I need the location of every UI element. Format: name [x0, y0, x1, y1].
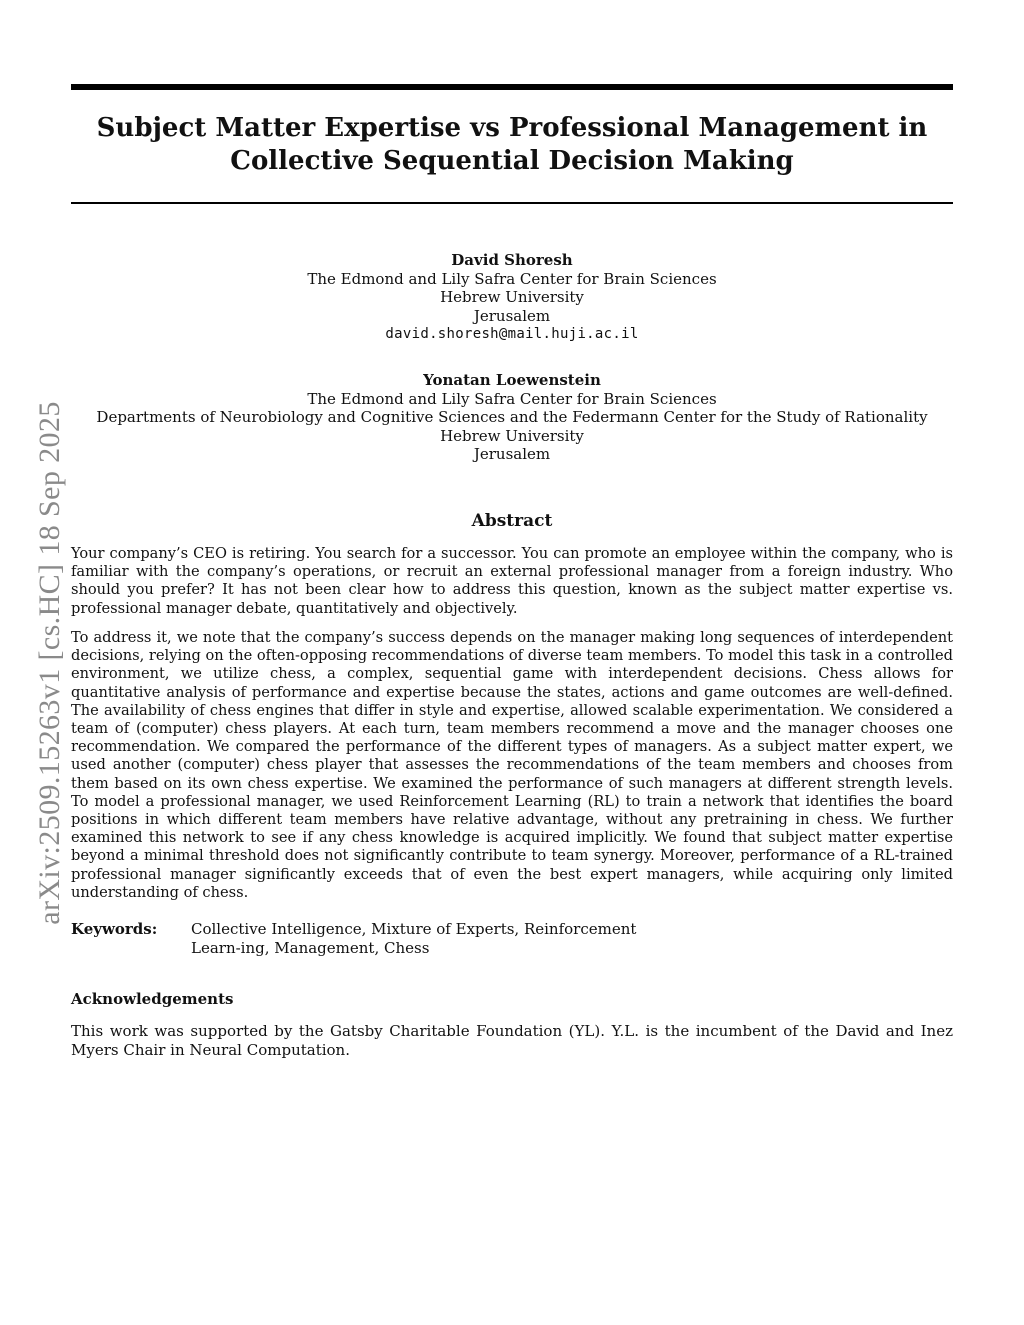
author-affiliation: Departments of Neurobiology and Cognitive Sciences and the Federmann Center for the Study of Rationality [96, 408, 928, 426]
author-affiliation: Hebrew University [440, 426, 584, 445]
author-email[interactable]: david.shoresh@mail.huji.ac.il [385, 326, 639, 342]
author-block-2 [71, 371, 953, 464]
paper-title [71, 112, 953, 178]
title-line-2: Collective Sequential Decision Making [230, 146, 794, 176]
author-affiliation: Hebrew University [440, 288, 584, 306]
author-affiliation: The Edmond and Lily Safra Center for Brain Sciences [307, 269, 717, 288]
keywords-text: Collective Intelligence, Mixture of Experts, Reinforcement Learn-ing, Management, Chess [191, 920, 637, 957]
acknowledgements-heading: Acknowledgements [71, 990, 234, 1008]
author-name: David Shoresh [451, 251, 573, 269]
arxiv-identifier[interactable]: arXiv:2509.15263v1 [cs.HC] 18 Sep 2025 [33, 401, 66, 925]
author-name: Yonatan Loewenstein [423, 371, 601, 389]
author-block-1 [71, 251, 953, 344]
acknowledgements-text: This work was supported by the Gatsby Charitable Foundation (YL). Y.L. is the incumbent of the David and Inez Myers Chair in Neural Computation. [71, 1022, 953, 1059]
keywords-label: Keywords: [71, 920, 158, 938]
abstract-heading: Abstract [471, 511, 553, 531]
abstract-paragraph: To address it, we note that the company’s success depends on the manager making long sequences of interdependent decisions, relying on the often-opposing recommendations of diverse team members. To model this task in a controlled environment, we utilize chess, a complex, sequential game with interdependent decisions. Chess allows for quantitative analysis of performance and expertise because the states, actions and game outcomes are well-defined. The availability of chess engines that differ in style and expertise, allowed scalable experimentation. We considered a team of (computer) chess players. At each turn, team members recommend a move and the manager chooses one recommendation. We compared the performance of the different types of managers. As a subject matter expert, we used another (computer) chess player that assesses the recommendations of the team members and chooses from them based on its own chess expertise. We examined the performance of such managers at different strength levels. To model a professional manager, we used Reinforcement Learning (RL) to train a network that identifies the board positions in which different team members have relative advantage, without any pretraining in chess. We further examined this network to see if any chess knowledge is acquired implicitly. We found that subject matter expertise beyond a minimal threshold does not significantly contribute to team synergy. Moreover, performance of a RL-trained professional manager significantly exceeds that of even the best expert managers, while acquiring only limited understanding of chess. [71, 629, 953, 901]
title-rule [71, 202, 953, 204]
author-affiliation: The Edmond and Lily Safra Center for Brain Sciences [307, 389, 717, 408]
abstract-paragraph: Your company’s CEO is retiring. You search for a successor. You can promote an employee within the company, who is familiar with the company’s operations, or recruit an external professional manager from a foreign industry. Who should you prefer? It has not been clear how to address this question, known as the subject matter expertise vs. professional manager debate, quantitatively and objectively. [71, 545, 953, 617]
title-line-1: Subject Matter Expertise vs Professional Management in [96, 113, 928, 143]
author-affiliation: Jerusalem [473, 306, 551, 325]
top-rule [71, 84, 953, 90]
author-affiliation: Jerusalem [473, 445, 551, 463]
